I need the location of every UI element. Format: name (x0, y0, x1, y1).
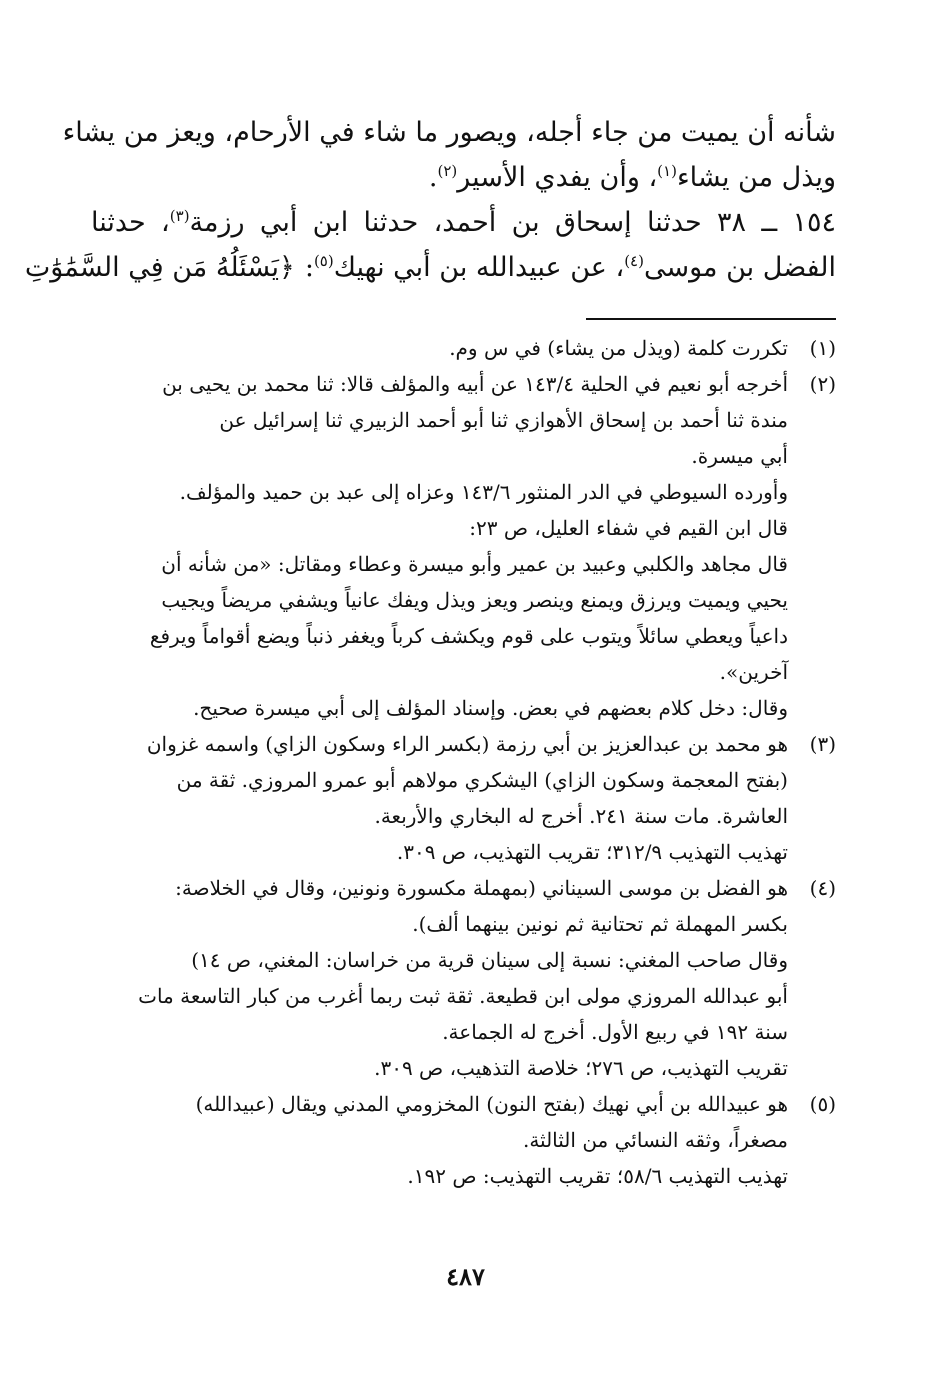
footnote-ref-1: (١) (657, 162, 677, 180)
footnote-number: (٥) (809, 1092, 836, 1116)
footnote-line: هو محمد بن عبدالعزيز بن أبي رزمة (بكسر الراء وسكون الزاي) واسمه غزوان (146, 732, 788, 756)
footnote-line: بكسر المهملة ثم تحتانية ثم نونين بينهما ألف). (412, 912, 788, 936)
main-text-fragment: ١٥٤ ــ ٣٨ حدثنا إسحاق بن أحمد، حدثنا ابن أبي رزمة (189, 207, 836, 238)
main-line-3 (91, 200, 836, 245)
main-text-fragment: ، حدثنا (91, 207, 170, 238)
footnote-1 (86, 330, 836, 366)
footnote-number: (٤) (809, 876, 836, 900)
page-number: ٤٨٧ (446, 1262, 485, 1291)
footnote-line: داعياً ويعطي سائلاً ويتوب على قوم ويكشف كرباً ويغفر ذنباً ويضع أقواماً ويرفع (149, 624, 788, 648)
footnote-line: تهذيب التهذيب ٥٨/٦؛ تقريب التهذيب: ص ١٩٢. (407, 1164, 788, 1188)
main-line-1: شأنه أن يميت من جاء أجله، ويصور ما شاء في الأرحام، ويعز من يشاء (62, 117, 836, 148)
footnote-line: وقال: دخل كلام بعضهم في بعض. وإسناد المؤلف إلى أبي ميسرة صحيح. (193, 696, 788, 720)
main-text-fragment: . (428, 162, 438, 193)
main-text-fragment: الفضل بن موسى (643, 252, 836, 283)
footnote-line: تقريب التهذيب، ص ٢٧٦؛ خلاصة التذهيب، ص ٣٠٩. (374, 1056, 788, 1080)
footnote-line: (بفتح المعجمة وسكون الزاي) اليشكري مولاهم أبو عمرو المروزي. ثقة من (176, 768, 788, 792)
footnote-line: أبو عبدالله المروزي مولى ابن قطيعة. ثقة ثبت ربما أغرب من كبار التاسعة مات (138, 984, 788, 1008)
footnote-separator (586, 318, 836, 320)
footnote-line: هو عبيدالله بن أبي نهيك (بفتح النون) المخزومي المدني ويقال (عبيدالله) (195, 1092, 788, 1116)
main-text (24, 110, 836, 290)
main-text-fragment: ويذل من يشاء (676, 162, 836, 193)
footnote-ref-4: (٤) (624, 252, 644, 270)
main-line-4 (24, 245, 836, 290)
main-text-fragment: : (304, 252, 314, 283)
footnotes (86, 330, 836, 1194)
footnote-line: يحيي ويميت ويرزق ويمنع وينصر ويعز ويذل ويفك عانياً ويشفي مريضاً ويجيب (161, 588, 788, 612)
footnote-line: تهذيب التهذيب ٣١٢/٩؛ تقريب التهذيب، ص ٣٠٩. (396, 840, 788, 864)
footnote-line: مصغراً، وثقه النسائي من الثالثة. (522, 1128, 788, 1152)
footnote-4 (86, 870, 836, 1086)
footnote-3 (86, 726, 836, 870)
footnote-number: (٣) (809, 732, 836, 756)
footnote-line: أبي ميسرة. (691, 444, 788, 468)
footnote-line: تكررت كلمة (ويذل من يشاء) في س وم. (449, 336, 788, 360)
main-line-2 (91, 155, 836, 200)
footnote-line: قال ابن القيم في شفاء العليل، ص ٢٣: (469, 516, 788, 540)
footnote-2 (86, 366, 836, 726)
footnote-line: وقال صاحب المغني: نسبة إلى سينان قرية من خراسان: المغني، ص ١٤) (191, 948, 788, 972)
main-text-fragment: ، عن عبيدالله بن أبي نهيك (333, 252, 625, 283)
quran-verse: ﴿يَسْئَلُهُ مَن فِي السَّمَٰوَٰتِ (24, 252, 295, 283)
footnote-ref-3: (٣) (169, 207, 190, 225)
footnote-line: قال مجاهد والكلبي وعبيد بن عمير وأبو ميسرة وعطاء ومقاتل: «من شأنه أن (161, 552, 788, 576)
footnote-ref-2: (٢) (437, 162, 458, 180)
footnote-line: العاشرة. مات سنة ٢٤١. أخرج له البخاري والأربعة. (374, 804, 788, 828)
footnote-line: أخرجه أبو نعيم في الحلية ١٤٣/٤ عن أبيه والمؤلف قالا: ثنا محمد بن يحيى بن (162, 372, 788, 396)
footnote-number: (٢) (809, 372, 836, 396)
footnote-line: آخرين». (719, 660, 788, 684)
footnote-5 (86, 1086, 836, 1194)
footnote-line: هو الفضل بن موسى السيناني (بمهملة مكسورة ونونين، وقال في الخلاصة: (175, 876, 788, 900)
main-text-fragment: ، وأن يفدي الأسير (457, 162, 658, 193)
footnote-line: سنة ١٩٢ في ربيع الأول. أخرج له الجماعة. (442, 1020, 788, 1044)
footnote-line: مندة ثنا أحمد بن إسحاق الأهوازي ثنا أبو أحمد الزبيري ثنا إسرائيل عن (219, 408, 788, 432)
footnote-line: وأورده السيوطي في الدر المنثور ١٤٣/٦ وعزاه إلى عبد بن حميد والمؤلف. (179, 480, 788, 504)
footnote-number: (١) (809, 336, 836, 360)
footnote-ref-5: (٥) (313, 252, 334, 270)
